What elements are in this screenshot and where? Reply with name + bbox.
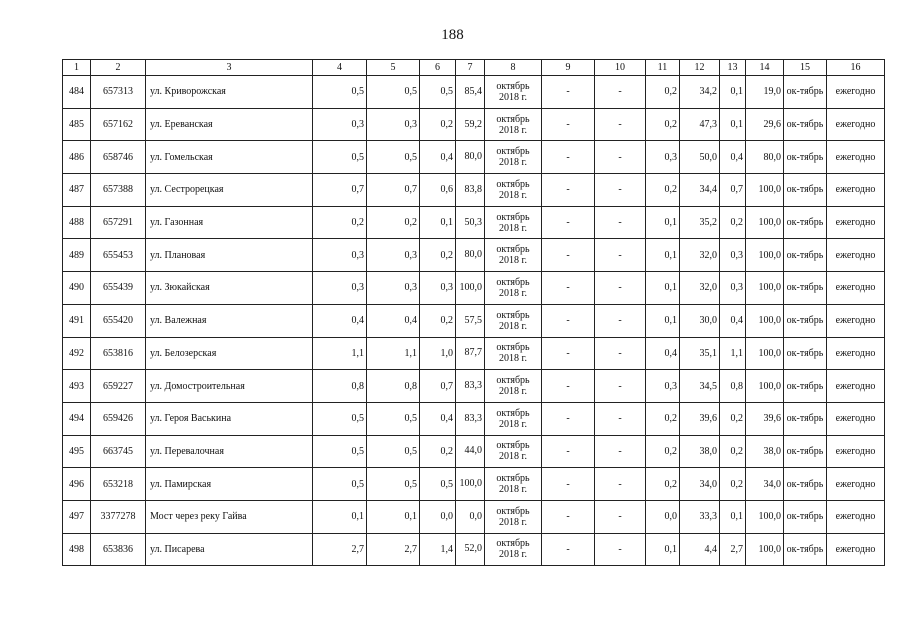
value-cell: 0,8 — [367, 370, 420, 403]
periodicity-cell: ежегодно — [827, 402, 885, 435]
value-cell: 0,2 — [420, 239, 456, 272]
object-name-cell: ул. Сестрорецкая — [146, 174, 313, 207]
object-code-cell: 663745 — [91, 435, 146, 468]
dash-cell: - — [595, 304, 646, 337]
object-code-cell: 3377278 — [91, 500, 146, 533]
value-cell: 0,7 — [313, 174, 367, 207]
value-cell: 0,3 — [720, 239, 746, 272]
value-cell: 100,0 — [746, 174, 784, 207]
value-cell: 2,7 — [313, 533, 367, 566]
value-cell: 0,5 — [367, 435, 420, 468]
percent-cell: 85,4 — [456, 76, 485, 109]
value-cell: 0,1 — [646, 239, 680, 272]
month-cell: ок-тябрь — [784, 174, 827, 207]
object-name-cell: ул. Газонная — [146, 206, 313, 239]
object-code-cell: 653218 — [91, 468, 146, 501]
dash-cell: - — [595, 239, 646, 272]
object-name-cell: ул. Белозерская — [146, 337, 313, 370]
row-number-cell: 497 — [63, 500, 91, 533]
object-code-cell: 653816 — [91, 337, 146, 370]
object-name-cell: ул. Памирская — [146, 468, 313, 501]
object-name-cell: ул. Зюкайская — [146, 272, 313, 305]
percent-cell: 80,0 — [456, 239, 485, 272]
percent-cell: 0,0 — [456, 500, 485, 533]
object-code-cell: 655420 — [91, 304, 146, 337]
object-name-cell: ул. Домостроительная — [146, 370, 313, 403]
column-header: 9 — [542, 60, 595, 76]
month-cell: ок-тябрь — [784, 468, 827, 501]
value-cell: 0,2 — [646, 402, 680, 435]
value-cell: 0,3 — [367, 272, 420, 305]
value-cell: 0,4 — [420, 402, 456, 435]
value-cell: 100,0 — [746, 206, 784, 239]
object-name-cell: ул. Валежная — [146, 304, 313, 337]
table-row — [63, 272, 885, 305]
row-number-cell: 487 — [63, 174, 91, 207]
dash-cell: - — [542, 337, 595, 370]
column-header: 6 — [420, 60, 456, 76]
value-cell: 34,0 — [746, 468, 784, 501]
periodicity-cell: ежегодно — [827, 533, 885, 566]
periodicity-cell: ежегодно — [827, 206, 885, 239]
object-name-cell: Мост через реку Гайва — [146, 500, 313, 533]
dash-cell: - — [542, 76, 595, 109]
value-cell: 4,4 — [680, 533, 720, 566]
value-cell: 0,2 — [420, 435, 456, 468]
table-row — [63, 304, 885, 337]
dash-cell: - — [542, 533, 595, 566]
value-cell: 0,0 — [420, 500, 456, 533]
value-cell: 2,7 — [720, 533, 746, 566]
data-table — [62, 59, 885, 566]
value-cell: 1,1 — [367, 337, 420, 370]
value-cell: 47,3 — [680, 108, 720, 141]
month-cell: ок-тябрь — [784, 337, 827, 370]
value-cell: 100,0 — [746, 500, 784, 533]
column-header: 10 — [595, 60, 646, 76]
value-cell: 0,7 — [420, 370, 456, 403]
dash-cell: - — [595, 500, 646, 533]
percent-cell: 80,0 — [456, 141, 485, 174]
percent-cell: 44,0 — [456, 435, 485, 468]
dash-cell: - — [542, 402, 595, 435]
value-cell: 0,7 — [367, 174, 420, 207]
value-cell: 0,1 — [720, 108, 746, 141]
column-header: 16 — [827, 60, 885, 76]
object-name-cell: ул. Героя Васькина — [146, 402, 313, 435]
value-cell: 34,0 — [680, 468, 720, 501]
value-cell: 32,0 — [680, 239, 720, 272]
value-cell: 0,7 — [720, 174, 746, 207]
dash-cell: - — [542, 272, 595, 305]
value-cell: 50,0 — [680, 141, 720, 174]
month-cell: ок-тябрь — [784, 272, 827, 305]
percent-cell: 52,0 — [456, 533, 485, 566]
dash-cell: - — [595, 337, 646, 370]
date-cell: октябрь 2018 г. — [485, 500, 542, 533]
table-row — [63, 239, 885, 272]
object-code-cell: 653836 — [91, 533, 146, 566]
object-name-cell: ул. Перевалочная — [146, 435, 313, 468]
value-cell: 33,3 — [680, 500, 720, 533]
periodicity-cell: ежегодно — [827, 468, 885, 501]
row-number-cell: 496 — [63, 468, 91, 501]
value-cell: 100,0 — [746, 370, 784, 403]
date-cell: октябрь 2018 г. — [485, 468, 542, 501]
object-code-cell: 657388 — [91, 174, 146, 207]
month-cell: ок-тябрь — [784, 370, 827, 403]
value-cell: 0,3 — [646, 370, 680, 403]
value-cell: 0,2 — [420, 304, 456, 337]
value-cell: 0,5 — [313, 402, 367, 435]
column-header: 14 — [746, 60, 784, 76]
value-cell: 0,2 — [646, 468, 680, 501]
value-cell: 0,2 — [367, 206, 420, 239]
object-name-cell: ул. Криворожская — [146, 76, 313, 109]
dash-cell: - — [595, 206, 646, 239]
periodicity-cell: ежегодно — [827, 272, 885, 305]
object-code-cell: 657313 — [91, 76, 146, 109]
periodicity-cell: ежегодно — [827, 174, 885, 207]
periodicity-cell: ежегодно — [827, 141, 885, 174]
value-cell: 0,4 — [313, 304, 367, 337]
object-code-cell: 655439 — [91, 272, 146, 305]
object-name-cell: ул. Ереванская — [146, 108, 313, 141]
value-cell: 32,0 — [680, 272, 720, 305]
dash-cell: - — [595, 370, 646, 403]
percent-cell: 100,0 — [456, 468, 485, 501]
row-number-cell: 495 — [63, 435, 91, 468]
table-row — [63, 174, 885, 207]
value-cell: 0,4 — [646, 337, 680, 370]
value-cell: 38,0 — [680, 435, 720, 468]
date-cell: октябрь 2018 г. — [485, 304, 542, 337]
percent-cell: 83,3 — [456, 402, 485, 435]
table-row — [63, 370, 885, 403]
value-cell: 100,0 — [746, 337, 784, 370]
month-cell: ок-тябрь — [784, 533, 827, 566]
table-row — [63, 206, 885, 239]
value-cell: 0,2 — [720, 206, 746, 239]
value-cell: 0,3 — [646, 141, 680, 174]
page-number: 188 — [441, 27, 464, 43]
row-number-cell: 485 — [63, 108, 91, 141]
dash-cell: - — [595, 272, 646, 305]
dash-cell: - — [595, 402, 646, 435]
dash-cell: - — [595, 108, 646, 141]
date-cell: октябрь 2018 г. — [485, 206, 542, 239]
object-code-cell: 657291 — [91, 206, 146, 239]
row-number-cell: 492 — [63, 337, 91, 370]
percent-cell: 50,3 — [456, 206, 485, 239]
periodicity-cell: ежегодно — [827, 239, 885, 272]
value-cell: 34,4 — [680, 174, 720, 207]
value-cell: 1,4 — [420, 533, 456, 566]
table-row — [63, 337, 885, 370]
value-cell: 0,4 — [367, 304, 420, 337]
value-cell: 0,2 — [720, 435, 746, 468]
value-cell: 0,5 — [313, 435, 367, 468]
value-cell: 0,3 — [367, 108, 420, 141]
column-header: 4 — [313, 60, 367, 76]
object-code-cell: 659227 — [91, 370, 146, 403]
value-cell: 2,7 — [367, 533, 420, 566]
dash-cell: - — [542, 468, 595, 501]
row-number-cell: 488 — [63, 206, 91, 239]
value-cell: 100,0 — [746, 533, 784, 566]
value-cell: 1,1 — [313, 337, 367, 370]
value-cell: 0,3 — [313, 108, 367, 141]
table-row — [63, 468, 885, 501]
value-cell: 0,3 — [720, 272, 746, 305]
periodicity-cell: ежегодно — [827, 304, 885, 337]
object-code-cell: 658746 — [91, 141, 146, 174]
dash-cell: - — [595, 533, 646, 566]
value-cell: 34,2 — [680, 76, 720, 109]
percent-cell: 87,7 — [456, 337, 485, 370]
value-cell: 0,2 — [646, 174, 680, 207]
value-cell: 0,1 — [646, 272, 680, 305]
object-code-cell: 659426 — [91, 402, 146, 435]
value-cell: 0,1 — [367, 500, 420, 533]
value-cell: 0,1 — [646, 533, 680, 566]
value-cell: 0,8 — [313, 370, 367, 403]
column-header: 12 — [680, 60, 720, 76]
value-cell: 0,1 — [420, 206, 456, 239]
table-row — [63, 533, 885, 566]
value-cell: 1,1 — [720, 337, 746, 370]
value-cell: 1,0 — [420, 337, 456, 370]
value-cell: 0,5 — [367, 468, 420, 501]
percent-cell: 83,3 — [456, 370, 485, 403]
header-row — [63, 60, 885, 76]
dash-cell: - — [542, 500, 595, 533]
value-cell: 0,2 — [720, 402, 746, 435]
table-row — [63, 108, 885, 141]
object-name-cell: ул. Гомельская — [146, 141, 313, 174]
date-cell: октябрь 2018 г. — [485, 435, 542, 468]
value-cell: 0,2 — [646, 108, 680, 141]
column-header: 2 — [91, 60, 146, 76]
date-cell: октябрь 2018 г. — [485, 174, 542, 207]
dash-cell: - — [542, 174, 595, 207]
percent-cell: 83,8 — [456, 174, 485, 207]
value-cell: 19,0 — [746, 76, 784, 109]
value-cell: 100,0 — [746, 239, 784, 272]
dash-cell: - — [542, 108, 595, 141]
month-cell: ок-тябрь — [784, 500, 827, 533]
object-code-cell: 655453 — [91, 239, 146, 272]
value-cell: 30,0 — [680, 304, 720, 337]
month-cell: ок-тябрь — [784, 108, 827, 141]
value-cell: 0,3 — [313, 239, 367, 272]
date-cell: октябрь 2018 г. — [485, 272, 542, 305]
object-name-cell: ул. Писарева — [146, 533, 313, 566]
row-number-cell: 490 — [63, 272, 91, 305]
value-cell: 0,5 — [367, 141, 420, 174]
value-cell: 0,5 — [420, 76, 456, 109]
value-cell: 0,5 — [420, 468, 456, 501]
table-row — [63, 141, 885, 174]
date-cell: октябрь 2018 г. — [485, 108, 542, 141]
value-cell: 0,1 — [646, 206, 680, 239]
dash-cell: - — [542, 304, 595, 337]
percent-cell: 100,0 — [456, 272, 485, 305]
month-cell: ок-тябрь — [784, 76, 827, 109]
column-header: 15 — [784, 60, 827, 76]
row-number-cell: 494 — [63, 402, 91, 435]
month-cell: ок-тябрь — [784, 435, 827, 468]
value-cell: 0,4 — [720, 304, 746, 337]
periodicity-cell: ежегодно — [827, 108, 885, 141]
row-number-cell: 484 — [63, 76, 91, 109]
value-cell: 0,5 — [313, 468, 367, 501]
date-cell: октябрь 2018 г. — [485, 239, 542, 272]
value-cell: 39,6 — [680, 402, 720, 435]
dash-cell: - — [595, 435, 646, 468]
value-cell: 0,1 — [313, 500, 367, 533]
column-header: 5 — [367, 60, 420, 76]
value-cell: 0,5 — [367, 76, 420, 109]
row-number-cell: 493 — [63, 370, 91, 403]
value-cell: 0,5 — [367, 402, 420, 435]
value-cell: 100,0 — [746, 304, 784, 337]
date-cell: октябрь 2018 г. — [485, 141, 542, 174]
value-cell: 35,2 — [680, 206, 720, 239]
month-cell: ок-тябрь — [784, 239, 827, 272]
row-number-cell: 498 — [63, 533, 91, 566]
row-number-cell: 486 — [63, 141, 91, 174]
value-cell: 38,0 — [746, 435, 784, 468]
date-cell: октябрь 2018 г. — [485, 402, 542, 435]
row-number-cell: 489 — [63, 239, 91, 272]
column-header: 11 — [646, 60, 680, 76]
value-cell: 0,3 — [313, 272, 367, 305]
value-cell: 0,3 — [367, 239, 420, 272]
percent-cell: 57,5 — [456, 304, 485, 337]
value-cell: 34,5 — [680, 370, 720, 403]
month-cell: ок-тябрь — [784, 304, 827, 337]
value-cell: 0,1 — [646, 304, 680, 337]
dash-cell: - — [595, 141, 646, 174]
value-cell: 0,5 — [313, 141, 367, 174]
column-header: 7 — [456, 60, 485, 76]
value-cell: 39,6 — [746, 402, 784, 435]
value-cell: 0,6 — [420, 174, 456, 207]
periodicity-cell: ежегодно — [827, 337, 885, 370]
value-cell: 100,0 — [746, 272, 784, 305]
object-code-cell: 657162 — [91, 108, 146, 141]
dash-cell: - — [542, 435, 595, 468]
value-cell: 80,0 — [746, 141, 784, 174]
column-header: 8 — [485, 60, 542, 76]
column-header: 1 — [63, 60, 91, 76]
dash-cell: - — [542, 370, 595, 403]
table-row — [63, 402, 885, 435]
periodicity-cell: ежегодно — [827, 500, 885, 533]
value-cell: 0,2 — [646, 435, 680, 468]
value-cell: 0,2 — [646, 76, 680, 109]
dash-cell: - — [542, 141, 595, 174]
value-cell: 0,2 — [420, 108, 456, 141]
value-cell: 0,2 — [313, 206, 367, 239]
month-cell: ок-тябрь — [784, 402, 827, 435]
date-cell: октябрь 2018 г. — [485, 370, 542, 403]
value-cell: 0,5 — [313, 76, 367, 109]
dash-cell: - — [542, 206, 595, 239]
value-cell: 0,4 — [420, 141, 456, 174]
table-row — [63, 435, 885, 468]
object-name-cell: ул. Плановая — [146, 239, 313, 272]
date-cell: октябрь 2018 г. — [485, 76, 542, 109]
value-cell: 0,2 — [720, 468, 746, 501]
month-cell: ок-тябрь — [784, 141, 827, 174]
periodicity-cell: ежегодно — [827, 370, 885, 403]
month-cell: ок-тябрь — [784, 206, 827, 239]
periodicity-cell: ежегодно — [827, 435, 885, 468]
dash-cell: - — [542, 239, 595, 272]
value-cell: 0,4 — [720, 141, 746, 174]
column-header: 13 — [720, 60, 746, 76]
date-cell: октябрь 2018 г. — [485, 533, 542, 566]
dash-cell: - — [595, 76, 646, 109]
dash-cell: - — [595, 174, 646, 207]
row-number-cell: 491 — [63, 304, 91, 337]
value-cell: 0,0 — [646, 500, 680, 533]
table-row — [63, 500, 885, 533]
percent-cell: 59,2 — [456, 108, 485, 141]
table-row — [63, 76, 885, 109]
value-cell: 29,6 — [746, 108, 784, 141]
column-header: 3 — [146, 60, 313, 76]
value-cell: 35,1 — [680, 337, 720, 370]
dash-cell: - — [595, 468, 646, 501]
value-cell: 0,1 — [720, 76, 746, 109]
value-cell: 0,8 — [720, 370, 746, 403]
date-cell: октябрь 2018 г. — [485, 337, 542, 370]
value-cell: 0,3 — [420, 272, 456, 305]
periodicity-cell: ежегодно — [827, 76, 885, 109]
value-cell: 0,1 — [720, 500, 746, 533]
